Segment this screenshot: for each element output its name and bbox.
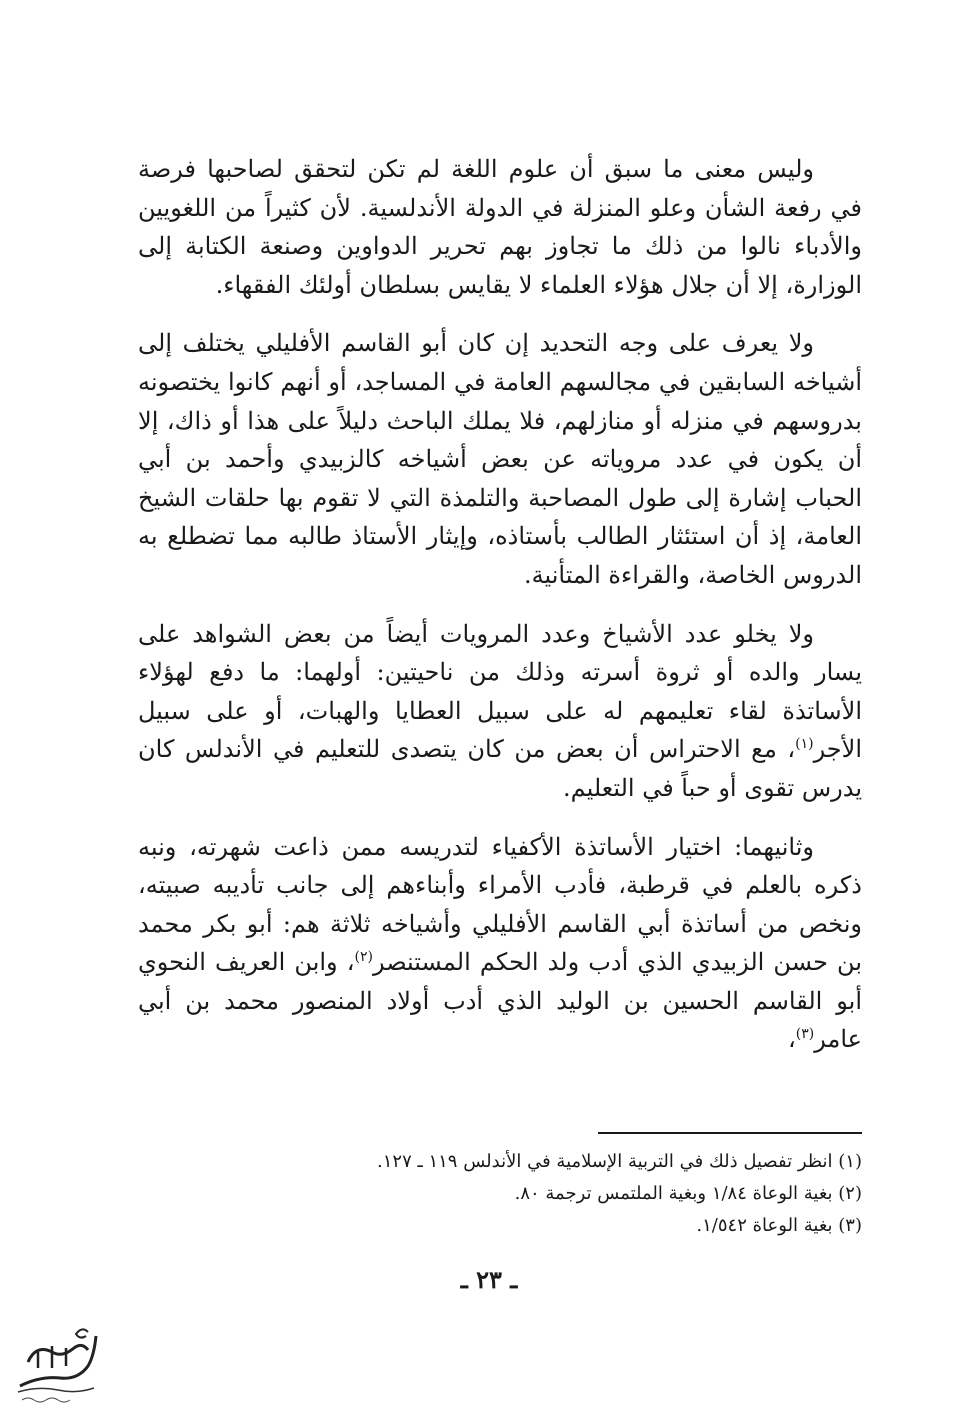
- footnotes: [138, 1146, 862, 1242]
- paragraph-4: [138, 828, 862, 1060]
- footnote-divider: [598, 1132, 862, 1134]
- footnote-ref-1: (١): [795, 736, 814, 753]
- paragraph-2: ولا يعرف على وجه التحديد إن كان أبو القاسم الأفليلي يختلف إلى أشياخه السابقين في مجالسهم العامة في المساجد، أو أنهم كانوا يختصونه بدروسهم في منزله أو منازلهم، فلا يملك الباحث دليلاً على هذا أو ذاك، إلا أن يكون في عدد مروياته عن بعض أشياخه كالزبيدي وأحمد بن أبي الحباب إشارة إلى طول المصاحبة والتلمذة التي لا تقوم بها حلقات الشيخ العامة، إذ أن استئثار الطالب بأستاذه، وإيثار الأستاذ طالبه مما تضطلع به الدروس الخاصة، والقراءة المتأنية.: [138, 329, 862, 589]
- paragraph-4-text-a: وثانيهما: اختيار الأساتذة الأكفياء لتدريسه ممن ذاعت شهرته، ونبه ذكره بالعلم في قرطبة، فأدب الأمراء وأبناءهم إلى جانب تأديبه صبيته، ونخص من أساتذة أبي القاسم الأفليلي وأشياخه ثلاثة هم: أبو بكر محمد بن حسن الزبيدي الذي أدب ولد الحكم المستنصر: [138, 832, 863, 977]
- paragraph-4-text-c: ،: [788, 1025, 796, 1054]
- body-text: [138, 150, 862, 1079]
- footnote-2: (٢) بغية الوعاة ١/٨٤ وبغية الملتمس ترجمة ٨٠.: [514, 1183, 862, 1204]
- footnote-3: (٣) بغية الوعاة ١/٥٤٢.: [696, 1215, 862, 1236]
- footnote-1: (١) انظر تفصيل ذلك في التربية الإسلامية في الأندلس ١١٩ ـ ١٢٧.: [377, 1151, 862, 1172]
- page-number: ـ ٢٣ ـ: [460, 1265, 518, 1294]
- paragraph-1: وليس معنى ما سبق أن علوم اللغة لم تكن لتحقق لصاحبها فرصة في رفعة الشأن وعلو المنزلة في الدولة الأندلسية. لأن كثيراً من اللغويين والأدباء نالوا من ذلك ما تجاوز بهم تحرير الدواوين وصنعة الكتابة إلى الوزارة، إلا أن جلال هؤلاء العلماء لا يقايس بسلطان أولئك الفقهاء.: [138, 155, 862, 299]
- paragraph-3: [138, 615, 862, 808]
- paragraph-4-text-b: ، وابن العريف النحوي أبو القاسم الحسين بن الوليد الذي أدب أولاد المنصور محمد بن أبي عامر: [138, 948, 862, 1054]
- paragraph-3-text-b: ، مع الاحتراس أن بعض من كان يتصدى للتعليم في الأندلس كان يدرس تقوى أو حباً في التعليم.: [138, 735, 862, 802]
- paragraph-3-text-a: ولا يخلو عدد الأشياخ وعدد المرويات أيضاً من بعض الشواهد على يسار والده أو ثروة أسرته وذلك من ناحيتين: أولهما: ما دفع لهؤلاء الأساتذة لقاء تعليمهم له على سبيل العطايا والهبات، أو على سبيل الأجر: [138, 619, 862, 764]
- footnote-ref-3: (٣): [795, 1026, 815, 1043]
- calligraphy-stamp-icon: [8, 1322, 104, 1406]
- footnote-ref-2: (٢): [354, 949, 373, 966]
